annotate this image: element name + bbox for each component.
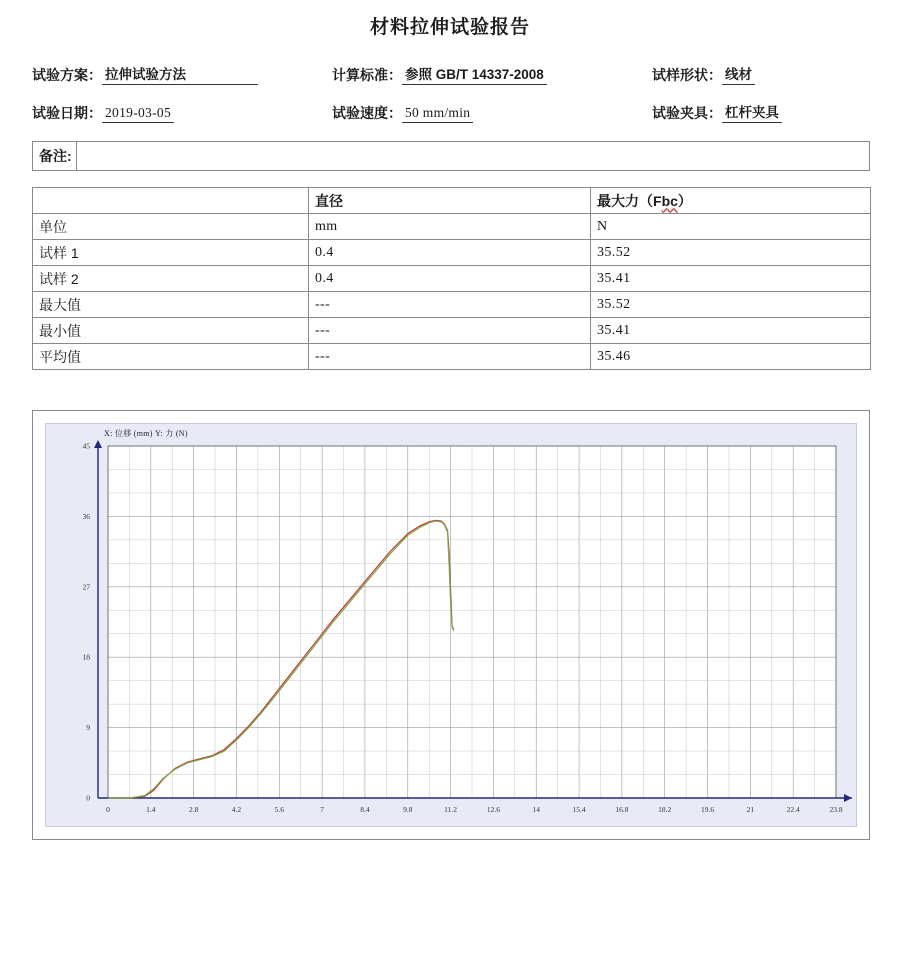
svg-text:36: 36 [82,511,90,521]
row-diameter: 0.4 [309,240,591,266]
svg-text:9.8: 9.8 [403,805,413,814]
row-label: 最小值 [33,318,309,344]
field-test-speed [332,103,652,123]
field-specimen-shape-value: 线材 [722,67,755,85]
row-force: 35.52 [591,292,871,318]
row-label: 平均值 [33,344,309,370]
svg-text:0: 0 [86,793,90,803]
field-test-date-value: 2019-03-05 [102,105,174,123]
table-row [33,240,871,266]
field-test-plan-label: 试验方案： [32,67,102,83]
svg-text:22.4: 22.4 [786,805,800,814]
remark-box [32,141,870,171]
field-test-date-label: 试验日期： [32,105,102,121]
field-calc-standard-value: 参照 GB/T 14337-2008 [402,67,547,85]
table-row [33,292,871,318]
table-row [33,214,871,240]
svg-text:19.6: 19.6 [700,805,715,814]
field-specimen-shape [652,65,755,85]
table-row [33,318,871,344]
table-header-diameter: 直径 [309,188,591,214]
header-row-2 [32,103,870,123]
field-test-plan-value: 拉伸试验方法 [102,67,258,85]
field-test-fixture [652,103,782,123]
svg-text:7: 7 [320,805,324,814]
svg-text:21: 21 [746,805,755,814]
table-row [33,344,871,370]
chart-legend: X: 位移 (mm) Y: 力 (N) [104,429,188,438]
row-force: 35.41 [591,266,871,292]
field-calc-standard-label: 计算标准： [332,67,402,83]
chart-plot-area [45,423,857,827]
svg-text:9: 9 [86,723,90,733]
row-force: 35.52 [591,240,871,266]
row-force: N [591,214,871,240]
table-header-max-force [591,188,871,214]
svg-text:45: 45 [82,441,90,451]
row-diameter: --- [309,292,591,318]
page-title: 材料拉伸试验报告 [369,17,530,38]
svg-text:8.4: 8.4 [360,805,370,814]
table-header-blank [33,188,309,214]
chart-container [32,410,870,840]
svg-text:11.2: 11.2 [444,805,458,814]
svg-text:2.8: 2.8 [188,805,199,814]
svg-text:23.8: 23.8 [829,805,843,814]
field-test-fixture-label: 试验夹具： [652,105,722,121]
svg-text:12.6: 12.6 [486,805,500,814]
svg-text:18.2: 18.2 [658,805,672,814]
max-force-text: 最大力（F [597,192,662,209]
field-test-plan [32,65,332,85]
max-force-paren: ） [677,192,692,209]
svg-text:1.4: 1.4 [146,805,156,814]
svg-text:0: 0 [106,805,110,814]
table-header-row [33,188,871,214]
row-label: 试样 1 [33,240,309,266]
row-force: 35.46 [591,344,871,370]
row-label: 最大值 [33,292,309,318]
svg-text:4.2: 4.2 [231,805,242,814]
svg-text:14: 14 [532,805,540,814]
svg-text:27: 27 [82,582,90,592]
header-row-1 [32,65,870,85]
svg-text:16.8: 16.8 [615,805,629,814]
results-table [32,187,871,370]
field-test-speed-label: 试验速度： [332,105,402,121]
row-label: 试样 2 [33,266,309,292]
svg-text:5.6: 5.6 [274,805,284,814]
row-diameter: mm [309,214,591,240]
row-diameter: --- [309,344,591,370]
header-fields [0,65,900,123]
row-label: 单位 [33,214,309,240]
field-test-date [32,103,332,123]
field-specimen-shape-label: 试样形状： [652,67,722,83]
field-test-speed-value: 50 mm/min [402,105,473,123]
max-force-subscript: bc [661,192,678,209]
chart-svg [46,424,858,828]
field-calc-standard [332,65,652,85]
field-test-fixture-value: 杠杆夹具 [722,105,782,123]
svg-text:15.4: 15.4 [572,805,586,814]
row-force: 35.41 [591,318,871,344]
remark-label: 备注: [33,142,77,170]
table-row [33,266,871,292]
svg-text:18: 18 [82,652,90,662]
row-diameter: 0.4 [309,266,591,292]
row-diameter: --- [309,318,591,344]
